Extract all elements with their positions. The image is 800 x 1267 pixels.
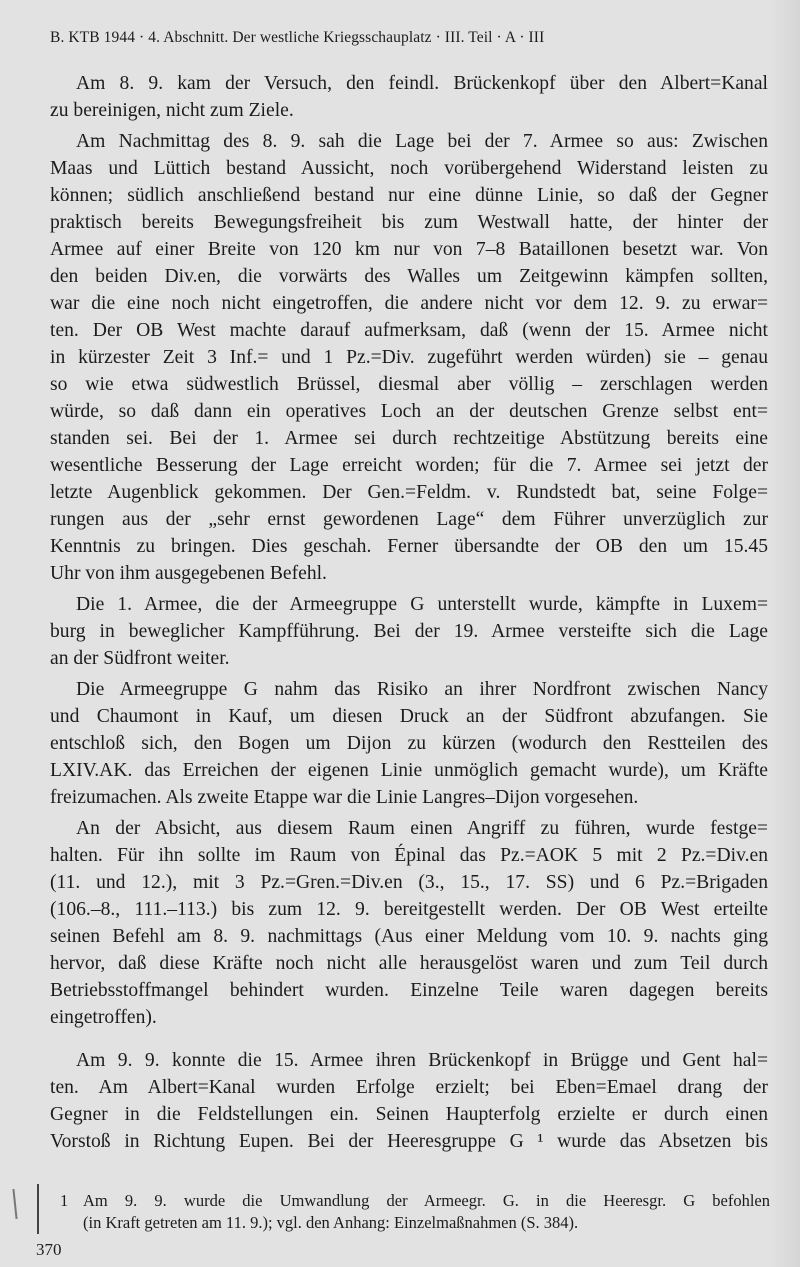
text-line: (11. und 12.), mit 3 Pz.=Gren.=Div.en (3., 15., 17. SS) und 6 Pz.=Brigaden <box>50 872 768 893</box>
text-line: burg in beweglicher Kampfführung. Bei der 19. Armee versteifte sich die Lage <box>50 621 768 642</box>
text-line: An der Absicht, aus diesem Raum einen Angriff zu führen, wurde festge= <box>76 818 768 839</box>
text-line: Uhr von ihm ausgegebenen Befehl. <box>50 563 327 584</box>
text-line: Am 8. 9. kam der Versuch, den feindl. Brückenkopf über den Albert=Kanal <box>76 73 768 94</box>
text-line: (106.–8., 111.–113.) bis zum 12. 9. bereitgestellt werden. Der OB West erteilte <box>50 899 768 920</box>
text-line: LXIV.AK. das Erreichen der eigenen Linie unmöglich gemacht wurde), um Kräfte <box>50 760 768 781</box>
text-line: freizumachen. Als zweite Etappe war die Linie Langres–Dijon vorgesehen. <box>50 787 639 808</box>
text-line: eingetroffen). <box>50 1007 157 1028</box>
text-line: Vorstoß in Richtung Eupen. Bei der Heeresgruppe G ¹ wurde das Absetzen bis <box>50 1131 768 1152</box>
text-line: praktisch bereits Bewegungsfreiheit bis zum Westwall hatte, der hinter der <box>50 212 768 233</box>
pencil-mark <box>12 1189 17 1219</box>
text-line: Die Armeegruppe G nahm das Risiko an ihrer Nordfront zwischen Nancy <box>76 679 768 700</box>
text-line: Kenntnis zu bringen. Dies geschah. Ferner übersandte der OB den um 15.45 <box>50 536 768 557</box>
footnote <box>60 1190 770 1234</box>
text-line: den beiden Div.en, die vorwärts des Walles um Zeitgewinn kämpfen sollten, <box>50 266 768 287</box>
text-line: halten. Für ihn sollte im Raum von Épinal das Pz.=AOK 5 mit 2 Pz.=Div.en <box>50 845 768 866</box>
text-line: hervor, daß diese Kräfte noch nicht alle herausgelöst waren und zum Teil durch <box>50 953 768 974</box>
text-line: Betriebsstoffmangel behindert wurden. Einzelne Teile waren dagegen bereits <box>50 980 768 1001</box>
text-line: so wie etwa südwestlich Brüssel, diesmal aber völlig – zerschlagen werden <box>50 374 768 395</box>
text-line: standen sei. Bei der 1. Armee sei durch rechtzeitige Abstützung bereits eine <box>50 428 768 449</box>
text-line: Am 9. 9. konnte die 15. Armee ihren Brückenkopf in Brügge und Gent hal= <box>76 1050 768 1071</box>
page-number: 370 <box>36 1240 62 1259</box>
text-line: entschloß sich, den Bogen um Dijon zu kürzen (wodurch den Restteilen des <box>50 733 768 754</box>
paragraph <box>50 1047 768 1155</box>
text-line: wesentliche Besserung der Lage erreicht worden; für die 7. Armee sei jetzt der <box>50 455 768 476</box>
paragraph <box>50 815 768 1031</box>
text-line: Am Nachmittag des 8. 9. sah die Lage bei der 7. Armee so aus: Zwischen <box>76 131 768 152</box>
footnote-line: Am 9. 9. wurde die Umwandlung der Armeegr. G. in die Heeresgr. G befohlen <box>83 1191 770 1210</box>
text-line: und Chaumont in Kauf, um diesen Druck an der Südfront abzufangen. Sie <box>50 706 768 727</box>
text-line: an der Südfront weiter. <box>50 648 230 669</box>
text-line: würde, so daß dann ein operatives Loch an der deutschen Grenze selbst ent= <box>50 401 768 422</box>
text-line: Armee auf einer Breite von 120 km nur von 7–8 Bataillonen besetzt war. Von <box>50 239 768 260</box>
text-line: Gegner in die Feldstellungen ein. Seinen Haupterfolg erzielte er durch einen <box>50 1104 768 1125</box>
text-line: seinen Befehl am 8. 9. nachmittags (Aus einer Meldung vom 10. 9. nachts ging <box>50 926 768 947</box>
paragraph <box>50 128 768 587</box>
text-line: in kürzester Zeit 3 Inf.= und 1 Pz.=Div. zugeführt werden würden) sie – genau <box>50 347 768 368</box>
paragraph <box>50 676 768 811</box>
text-line: ten. Der OB West machte darauf aufmerksam, daß (wenn der 15. Armee nicht <box>50 320 768 341</box>
body-text <box>50 70 768 1159</box>
footnote-number: 1 <box>60 1191 69 1210</box>
footnote-line: (in Kraft getreten am 11. 9.); vgl. den Anhang: Einzelmaßnahmen (S. 384). <box>83 1213 579 1232</box>
paragraph <box>50 70 768 124</box>
text-line: rungen aus der „sehr ernst gewordenen Lage“ dem Führer unverzüglich zur <box>50 509 768 530</box>
text-line: ten. Am Albert=Kanal wurden Erfolge erzielt; bei Eben=Emael drang der <box>50 1077 768 1098</box>
text-line: Die 1. Armee, die der Armeegruppe G unterstellt wurde, kämpfte in Luxem= <box>76 594 768 615</box>
text-line: Maas und Lüttich bestand Aussicht, noch vorübergehend Widerstand leisten zu <box>50 158 768 179</box>
margin-line <box>37 1184 39 1234</box>
running-header: B. KTB 1944 · 4. Abschnitt. Der westliche Kriegsschauplatz · III. Teil · A · III <box>50 29 545 46</box>
text-line: war die eine noch nicht eingetroffen, die andere nicht vor dem 12. 9. zu erwar= <box>50 293 768 314</box>
paragraph <box>50 591 768 672</box>
text-line: können; südlich anschließend bestand nur eine dünne Linie, so daß der Gegner <box>50 185 768 206</box>
text-line: zu bereinigen, nicht zum Ziele. <box>50 100 294 121</box>
text-line: letzte Augenblick gekommen. Der Gen.=Feldm. v. Rundstedt bat, seine Folge= <box>50 482 768 503</box>
